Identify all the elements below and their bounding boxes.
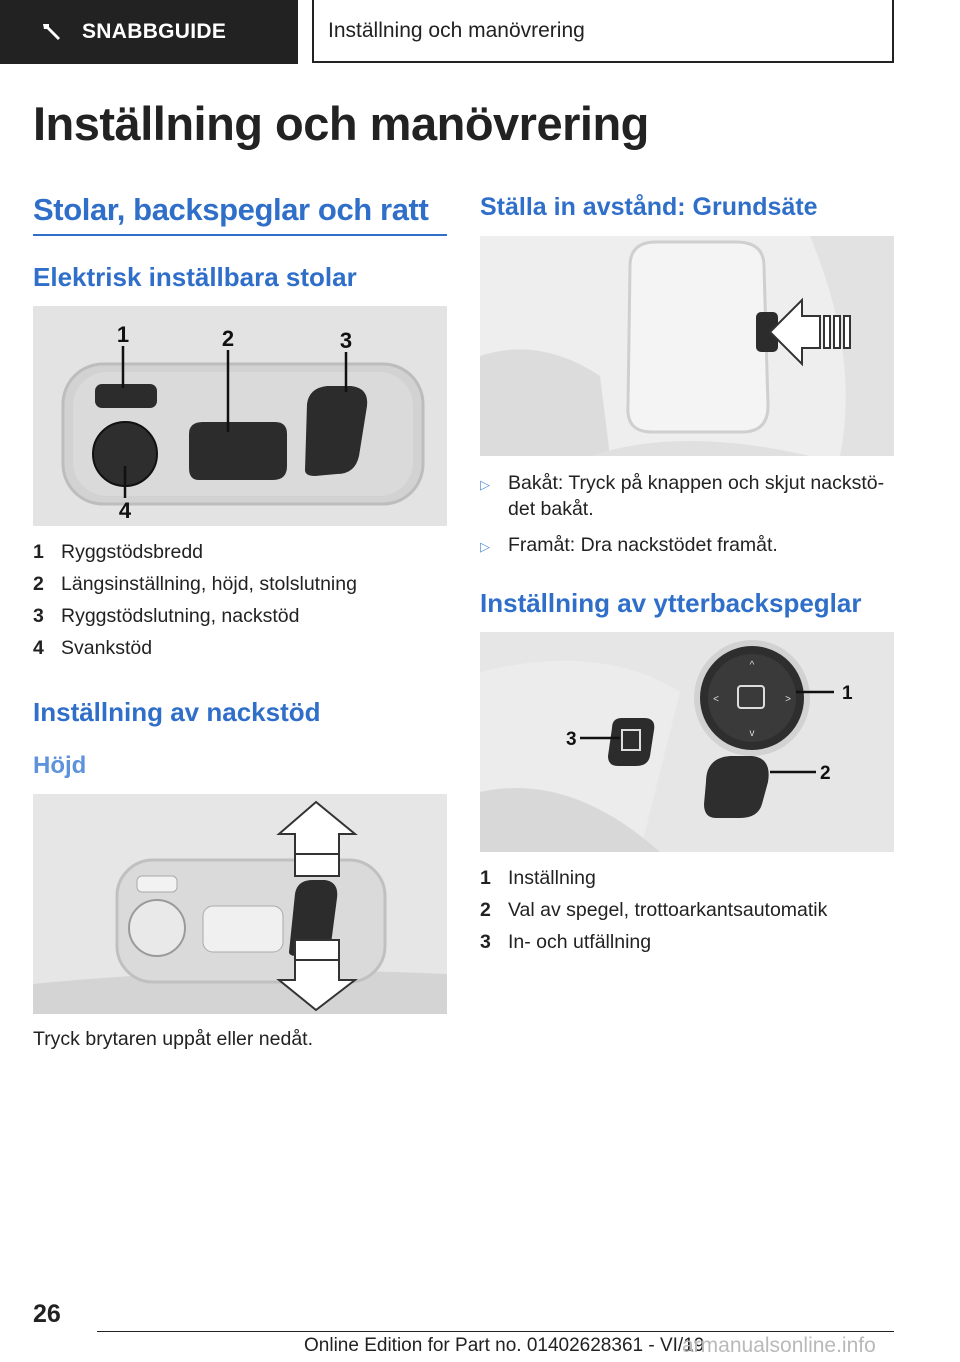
list-item: ▷ Framåt: Dra nackstödet framåt. [480,532,890,560]
triangle-bullet-icon: ▷ [480,477,490,492]
watermark: armanualsonline.info [682,1334,876,1357]
tab-label: SNABBGUIDE [82,20,227,43]
distance-items-list [480,470,890,570]
list-item: 4 Svankstöd [33,637,153,659]
seats-heading: Elektrisk inställbara stolar [33,262,357,292]
svg-text:>: > [785,694,791,705]
headrest-distance-figure [480,236,894,456]
mirror-callout-1: 1 [842,683,853,704]
seat-callout-4: 4 [118,498,132,523]
svg-text:<: < [713,694,719,705]
page-title: Inställning och manövrering [33,97,649,150]
seat-callout-1: 1 [116,322,130,347]
headrest-heading: Inställning av nackstöd [33,697,321,727]
list-item: ▷ Bakåt: Tryck på knappen och skjut nackstödet bakåt. [480,472,885,520]
header-tab[interactable] [0,0,298,64]
headrest-height-figure [33,794,447,1014]
seat-controls-figure [33,306,447,526]
seat-items-list [33,541,357,669]
breadcrumb [312,0,894,63]
list-item: 1 Ryggstödsbredd [33,541,204,563]
mirror-controls-figure [480,632,894,852]
distance-heading: Ställa in avstånd: Grundsäte [480,193,818,221]
list-item: 1 Inställning [480,867,596,889]
wrench-icon [40,20,64,44]
section-title: Stolar, backspeglar och ratt [33,192,447,236]
height-caption: Tryck brytaren uppåt eller nedåt. [33,1028,313,1050]
mirrors-heading: Inställning av ytterbackspeglar [480,588,862,618]
mirror-callout-3: 3 [566,729,577,750]
seat-callout-3: 3 [339,328,353,353]
list-item: 3 In- och utfällning [480,931,652,953]
svg-text:^: ^ [749,660,755,671]
breadcrumb-text: Inställning och manövrering [328,18,585,42]
triangle-bullet-icon: ▷ [480,539,490,554]
height-heading: Höjd [33,752,87,779]
footer-divider [97,1331,894,1332]
mirror-items-list [480,867,827,963]
list-item: 2 Längsinställning, höjd, stolslutning [33,573,357,595]
footer-edition: Online Edition for Part no. 01402628361 - VI/19 [304,1335,705,1356]
list-item: 2 Val av spegel, trottoarkantsautomatik [480,899,828,921]
mirror-callout-2: 2 [820,763,831,784]
seat-callout-2: 2 [221,326,235,351]
svg-text:v: v [749,728,755,739]
list-item: 3 Ryggstödslutning, nackstöd [33,605,300,627]
page-number: 26 [33,1300,61,1328]
